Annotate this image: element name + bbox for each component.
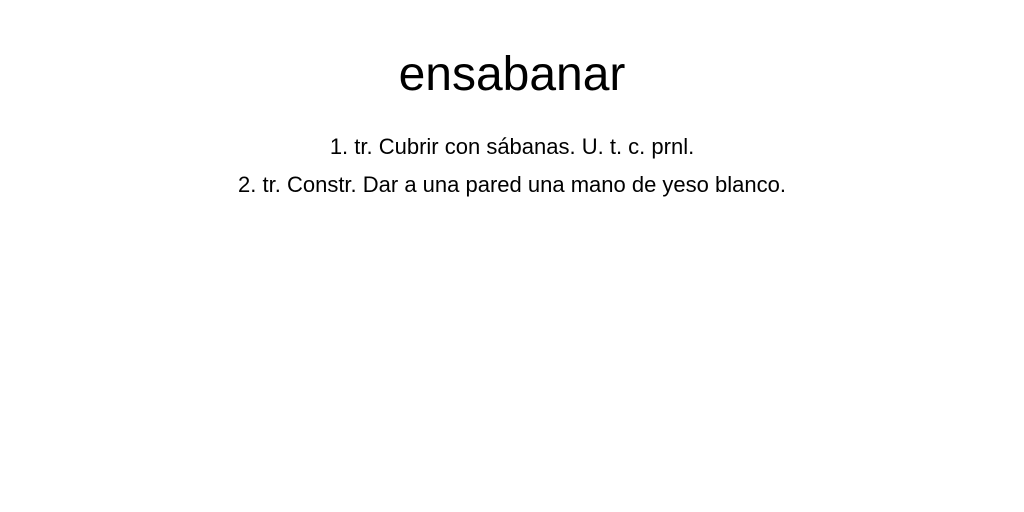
- sense-list: [0, 128, 1024, 204]
- sense-1: 1. tr. Cubrir con sábanas. U. t. c. prnl.: [329, 134, 695, 159]
- headword: ensabanar: [398, 48, 626, 101]
- sense-2: 2. tr. Constr. Dar a una pared una mano de yeso blanco.: [238, 172, 786, 197]
